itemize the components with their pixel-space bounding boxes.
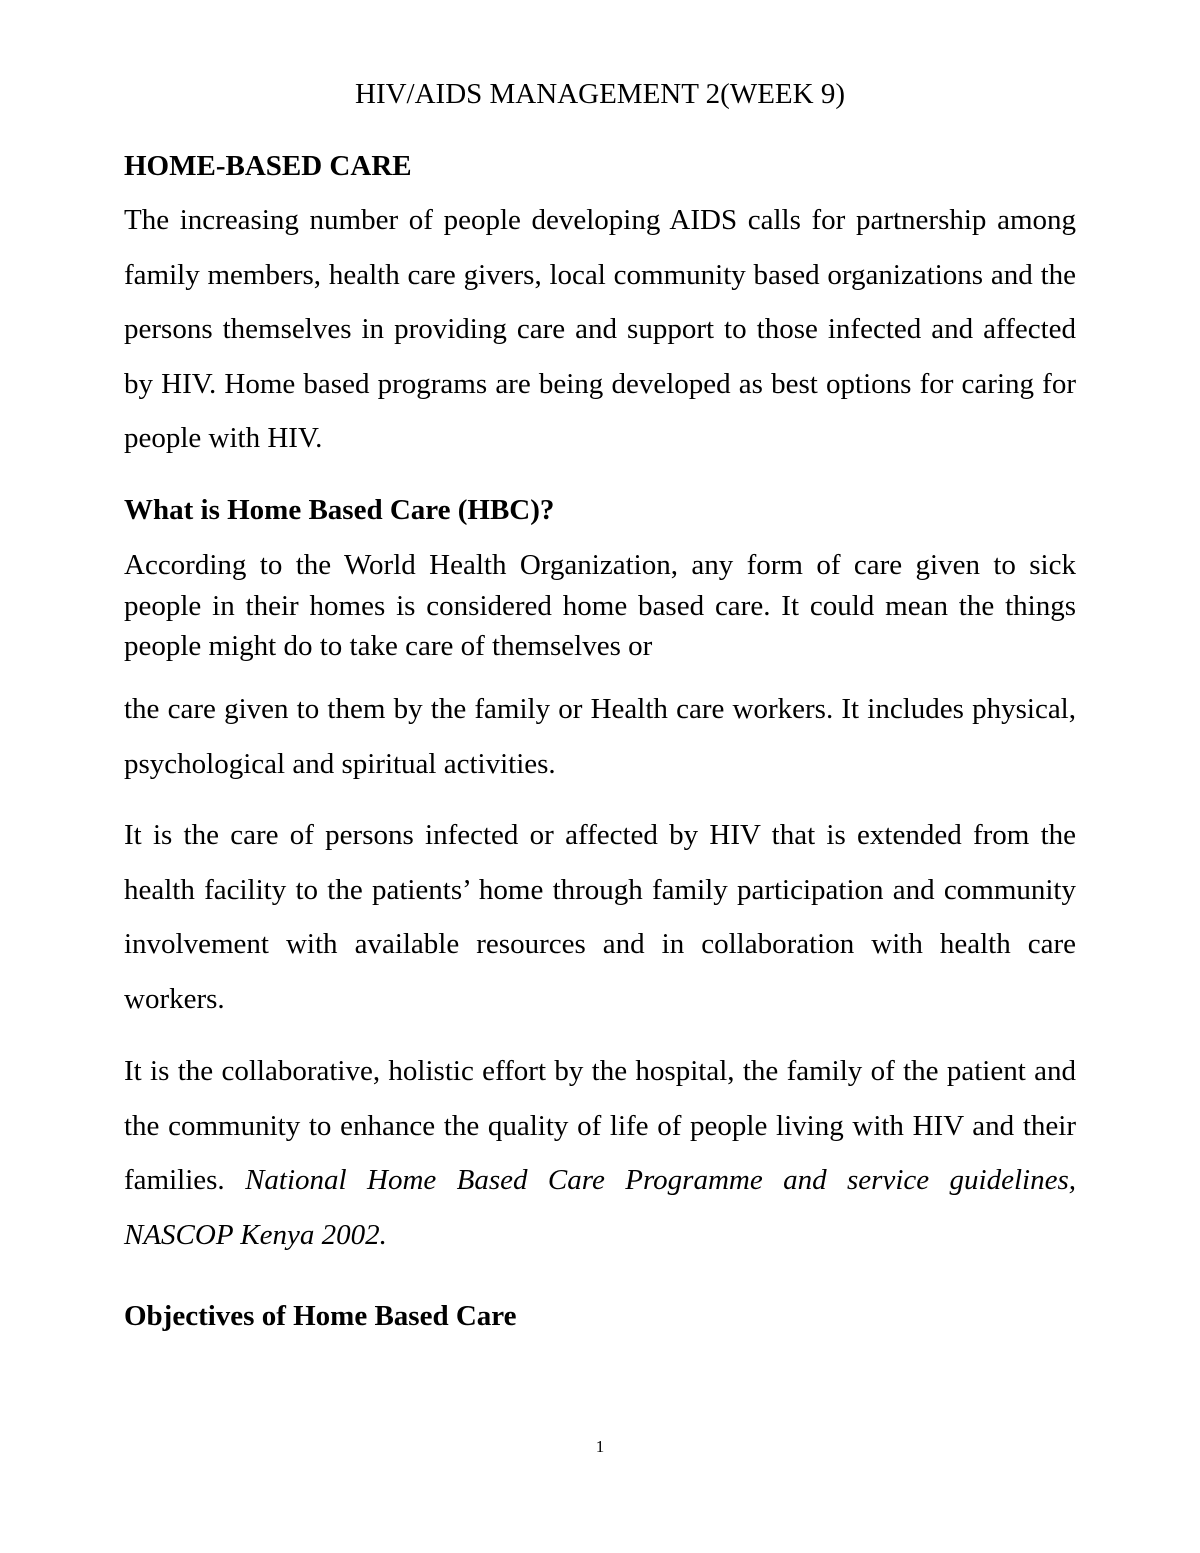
paragraph-who-definition: According to the World Health Organization, any form of care given to sick people in their homes is considered home based care. It could mean the things people might do to take care of themselves or [124, 549, 1076, 662]
heading-home-based-care: HOME-BASED CARE [124, 150, 412, 182]
document-title: HIV/AIDS MANAGEMENT 2(WEEK 9) [355, 78, 845, 110]
heading-what-is-hbc: What is Home Based Care (HBC)? [124, 494, 555, 526]
paragraph-care-given-by-family: the care given to them by the family or Health care workers. It includes physical, psychological and spiritual activities. [124, 693, 1076, 780]
paragraph-collaborative-effort [124, 1044, 1076, 1262]
collaborative-effort-text: It is the collaborative, holistic effort by the hospital, the family of the patient and the community to enhance the quality of life of people living with HIV and their families. [124, 1055, 1076, 1196]
page-number: 1 [595, 1437, 605, 1456]
nascop-citation: National Home Based Care Programme and service guidelines, NASCOP Kenya 2002. [124, 1164, 1076, 1251]
paragraph-home-based-care-intro: The increasing number of people developing AIDS calls for partnership among family members, health care givers, local community based organizations and the persons themselves in providing care and support to those infected and affected by HIV. Home based programs are being developed as best options for caring for people with HIV. [124, 204, 1076, 454]
heading-objectives: Objectives of Home Based Care [124, 1300, 517, 1332]
paragraph-care-extended-from-facility: It is the care of persons infected or affected by HIV that is extended from the health facility to the patients’ home through family participation and community involvement with available resources and in collaboration with health care workers. [124, 819, 1076, 1015]
